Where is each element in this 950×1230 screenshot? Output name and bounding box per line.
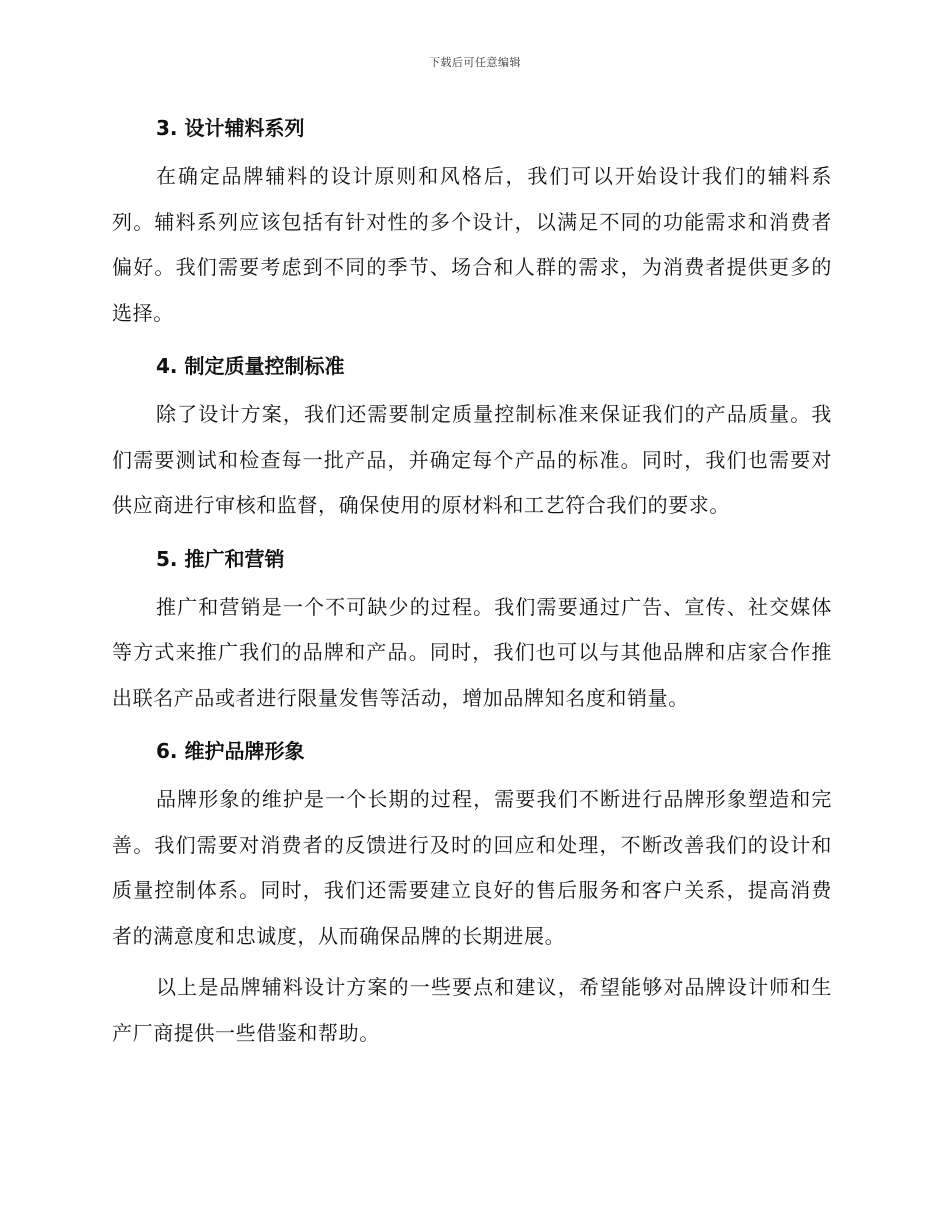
section-heading: 5. 推广和营销 bbox=[156, 546, 285, 571]
section-4 bbox=[112, 342, 832, 529]
section-3 bbox=[112, 104, 832, 336]
section-6 bbox=[112, 727, 832, 959]
conclusion bbox=[112, 965, 832, 1056]
section-5 bbox=[112, 535, 832, 722]
conclusion-paragraph: 以上是品牌辅料设计方案的一些要点和建议，希望能够对品牌设计师和生产厂商提供一些借鉴和帮助。 bbox=[112, 975, 832, 1045]
section-paragraph: 除了设计方案，我们还需要制定质量控制标准来保证我们的产品质量。我们需要测试和检查每一批产品，并确定每个产品的标准。同时，我们也需要对供应商进行审核和监督，确保使用的原材料和工艺符合我们的要求。 bbox=[112, 402, 832, 517]
section-paragraph: 在确定品牌辅料的设计原则和风格后，我们可以开始设计我们的辅料系列。辅料系列应该包括有针对性的多个设计，以满足不同的功能需求和消费者偏好。我们需要考虑到不同的季节、场合和人群的需求，为消费者提供更多的选择。 bbox=[112, 164, 832, 325]
section-heading: 6. 维护品牌形象 bbox=[156, 739, 305, 763]
page-header: 下载后可任意编辑 bbox=[429, 56, 521, 69]
section-heading: 4. 制定质量控制标准 bbox=[156, 354, 345, 378]
document-body bbox=[112, 104, 832, 1062]
section-paragraph: 品牌形象的维护是一个长期的过程，需要我们不断进行品牌形象塑造和完善。我们需要对消费者的反馈进行及时的回应和处理，不断改善我们的设计和质量控制体系。同时，我们还需要建立良好的售后服务和客户关系，提高消费者的满意度和忠诚度，从而确保品牌的长期进展。 bbox=[112, 787, 832, 948]
section-heading: 3. 设计辅料系列 bbox=[156, 116, 305, 140]
section-paragraph: 推广和营销是一个不可缺少的过程。我们需要通过广告、宣传、社交媒体等方式来推广我们的品牌和产品。同时，我们也可以与其他品牌和店家合作推出联名产品或者进行限量发售等活动，增加品牌知名度和销量。 bbox=[112, 594, 832, 710]
